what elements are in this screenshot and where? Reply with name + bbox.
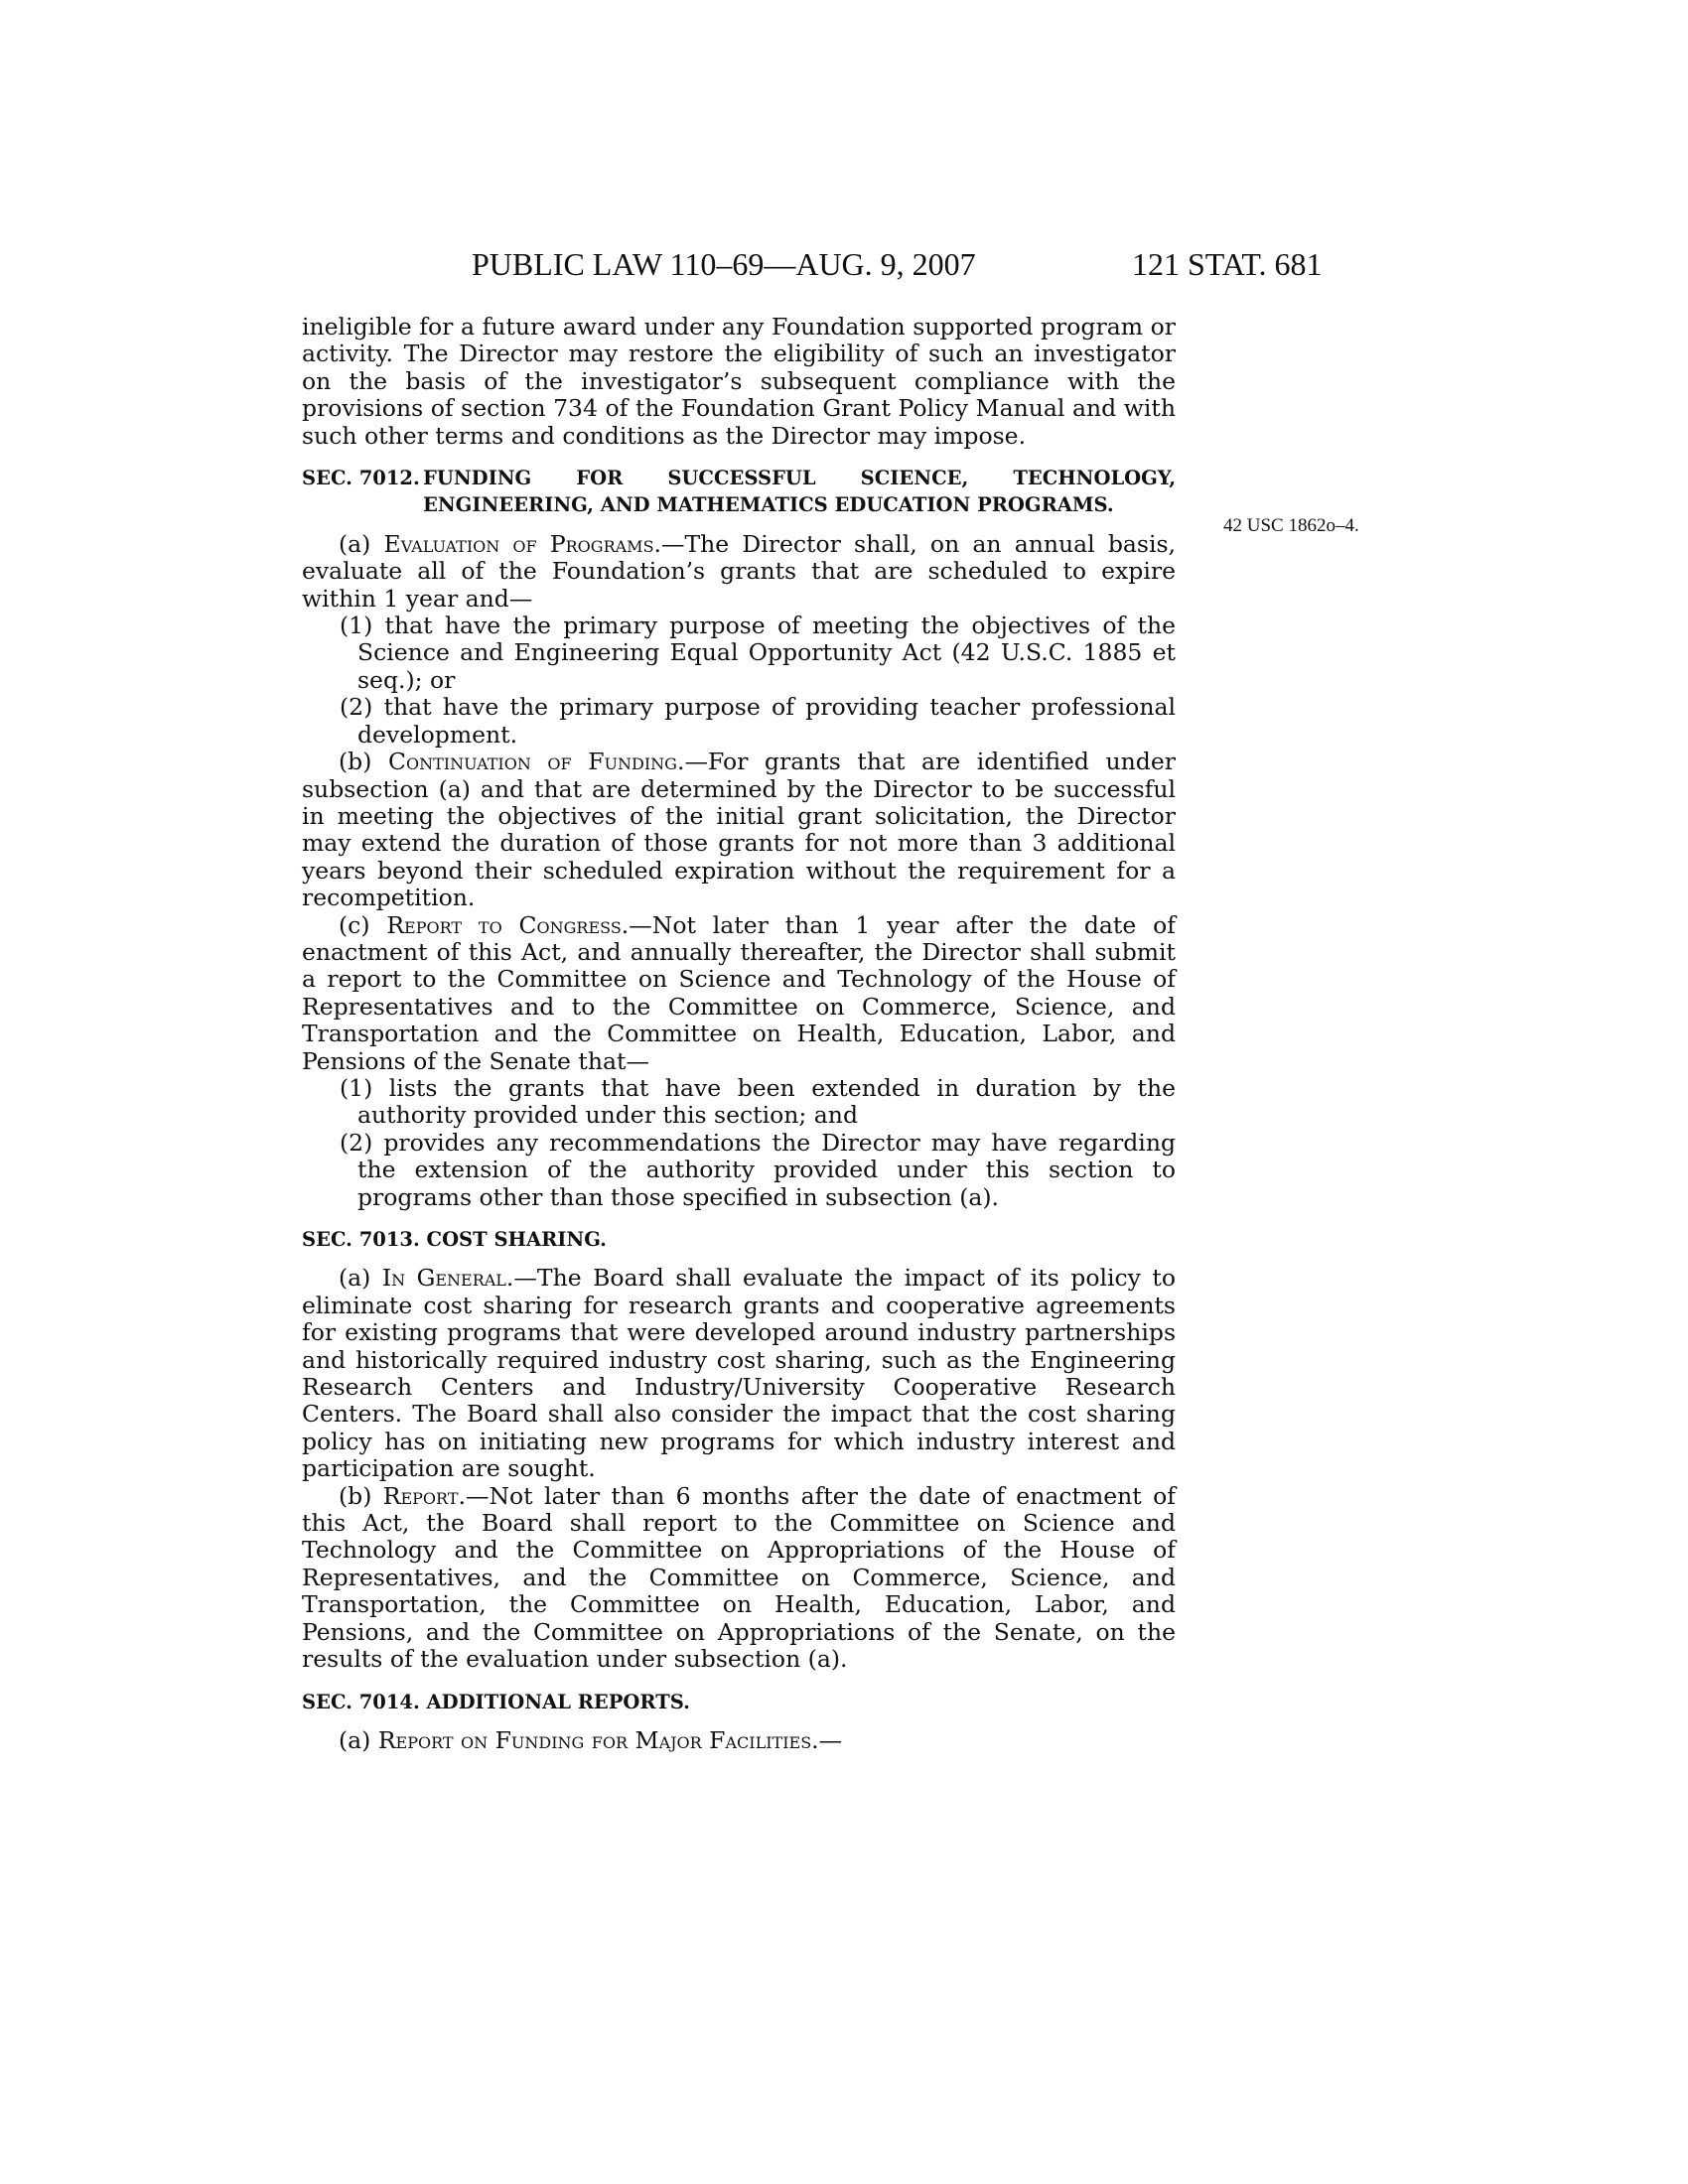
section-7012-paragraph-a1: (1) that have the primary purpose of meeting the objectives of the Science and Engineering Equal Opportunity Act (42 U.S.C. 1885 et seq.); or — [340, 612, 1176, 694]
page-header — [298, 244, 1390, 284]
margin-citation: 42 USC 1862o–4. — [1223, 515, 1359, 536]
subsection-label: (a) — [339, 1264, 371, 1293]
section-7012-paragraph-a2: (2) that have the primary purpose of providing teacher professional development. — [340, 693, 1176, 749]
subsection-heading: Report to Congress. — [386, 910, 630, 939]
section-7013-heading: SEC. 7013. COST SHARING. — [302, 1228, 607, 1251]
section-7012-number: SEC. 7012. — [302, 467, 420, 490]
section-7014-subsection-a — [302, 1727, 1176, 1754]
subsection-text: —Not later than 1 year after the date of enactment of this Act, and annually thereafter, the Director shall submit a report to the Committee on Science and Technology of the House of Representatives and to the Committee on Commerce, Science, and Transportation and the Committee on Health, Education, Labor, and Pensions of the Senate that— — [302, 910, 1176, 1075]
section-7012-subsection-b — [302, 749, 1176, 911]
subsection-text: —Not later than 6 months after the date of enactment of this Act, the Board shall report to the Committee on Science and Technology and the Committee on Appropriations of the House of Representatives, and the Committee on Commerce, Science, and Transportation, the Committee on Health, Education, Labor, and Pensions, and the Committee on Appropriations of the Senate, on the results of the evaluation under subsection (a). — [302, 1481, 1176, 1674]
intro-paragraph: ineligible for a future award under any Foundation supported program or activity. The Director may restore the eligibility of such an investigator on the basis of the investigator’s subsequent compliance with the provisions of section 734 of the Foundation Grant Policy Manual and with such other terms and conditions as the Director may impose. — [302, 313, 1176, 450]
subsection-label: (b) — [339, 1481, 372, 1510]
section-7012-paragraph-c2: (2) provides any recommendations the Director may have regarding the extension of the authority provided under this section to programs other than those specified in subsection (a). — [340, 1128, 1176, 1211]
section-7012-subsection-c — [302, 912, 1176, 1075]
subsection-label: (b) — [339, 748, 372, 776]
subsection-heading: Evaluation of Programs. — [383, 529, 661, 558]
subsection-heading: Report. — [382, 1481, 466, 1510]
subsection-text: —For grants that are identified under subsection (a) and that are determined by the Director to be successful in meeting the objectives of the initial grant solicitation, the Director may extend the duration of those grants for not more than 3 additional years beyond their scheduled expiration without the requirement for a recompetition. — [302, 748, 1176, 912]
section-7014-heading: SEC. 7014. ADDITIONAL REPORTS. — [302, 1690, 690, 1713]
section-7013-subsection-b — [302, 1483, 1176, 1674]
subsection-text: — — [818, 1725, 843, 1754]
subsection-text: —The Director shall, on an annual basis, evaluate all of the Foundation’s grants that are scheduled to expire within 1 year and— — [302, 529, 1176, 613]
section-7012-subsection-a — [302, 531, 1176, 613]
statute-page-number: 121 STAT. 681 — [1132, 246, 1323, 282]
subsection-label: (a) — [339, 1725, 371, 1754]
section-7012-title: FUNDING FOR SUCCESSFUL SCIENCE, TECHNOLOGY, ENGINEERING, AND MATHEMATICS EDUCATION PROGRAMS. — [423, 467, 1176, 517]
section-7013-subsection-a — [302, 1265, 1176, 1482]
subsection-label: (a) — [339, 529, 371, 558]
document-body — [302, 314, 1176, 1754]
running-head-title: PUBLIC LAW 110–69—AUG. 9, 2007 — [472, 246, 976, 282]
subsection-heading: Continuation of Funding. — [387, 748, 685, 776]
subsection-heading: Report on Funding for Major Facilities. — [377, 1725, 819, 1754]
subsection-text: —The Board shall evaluate the impact of its policy to eliminate cost sharing for research grants and cooperative agreements for existing programs that were developed around industry partnerships and historically required industry cost sharing, such as the Engineering Research Centers and Industry/University Cooperative Research Centers. The Board shall also consider the impact that the cost sharing policy has on initiating new programs for which industry interest and participation are sought. — [302, 1264, 1176, 1483]
subsection-heading: In General. — [381, 1264, 514, 1293]
section-7012-paragraph-c1: (1) lists the grants that have been extended in duration by the authority provided under this section; and — [340, 1073, 1176, 1130]
subsection-label: (c) — [339, 910, 370, 939]
section-7012-heading — [302, 465, 1176, 519]
